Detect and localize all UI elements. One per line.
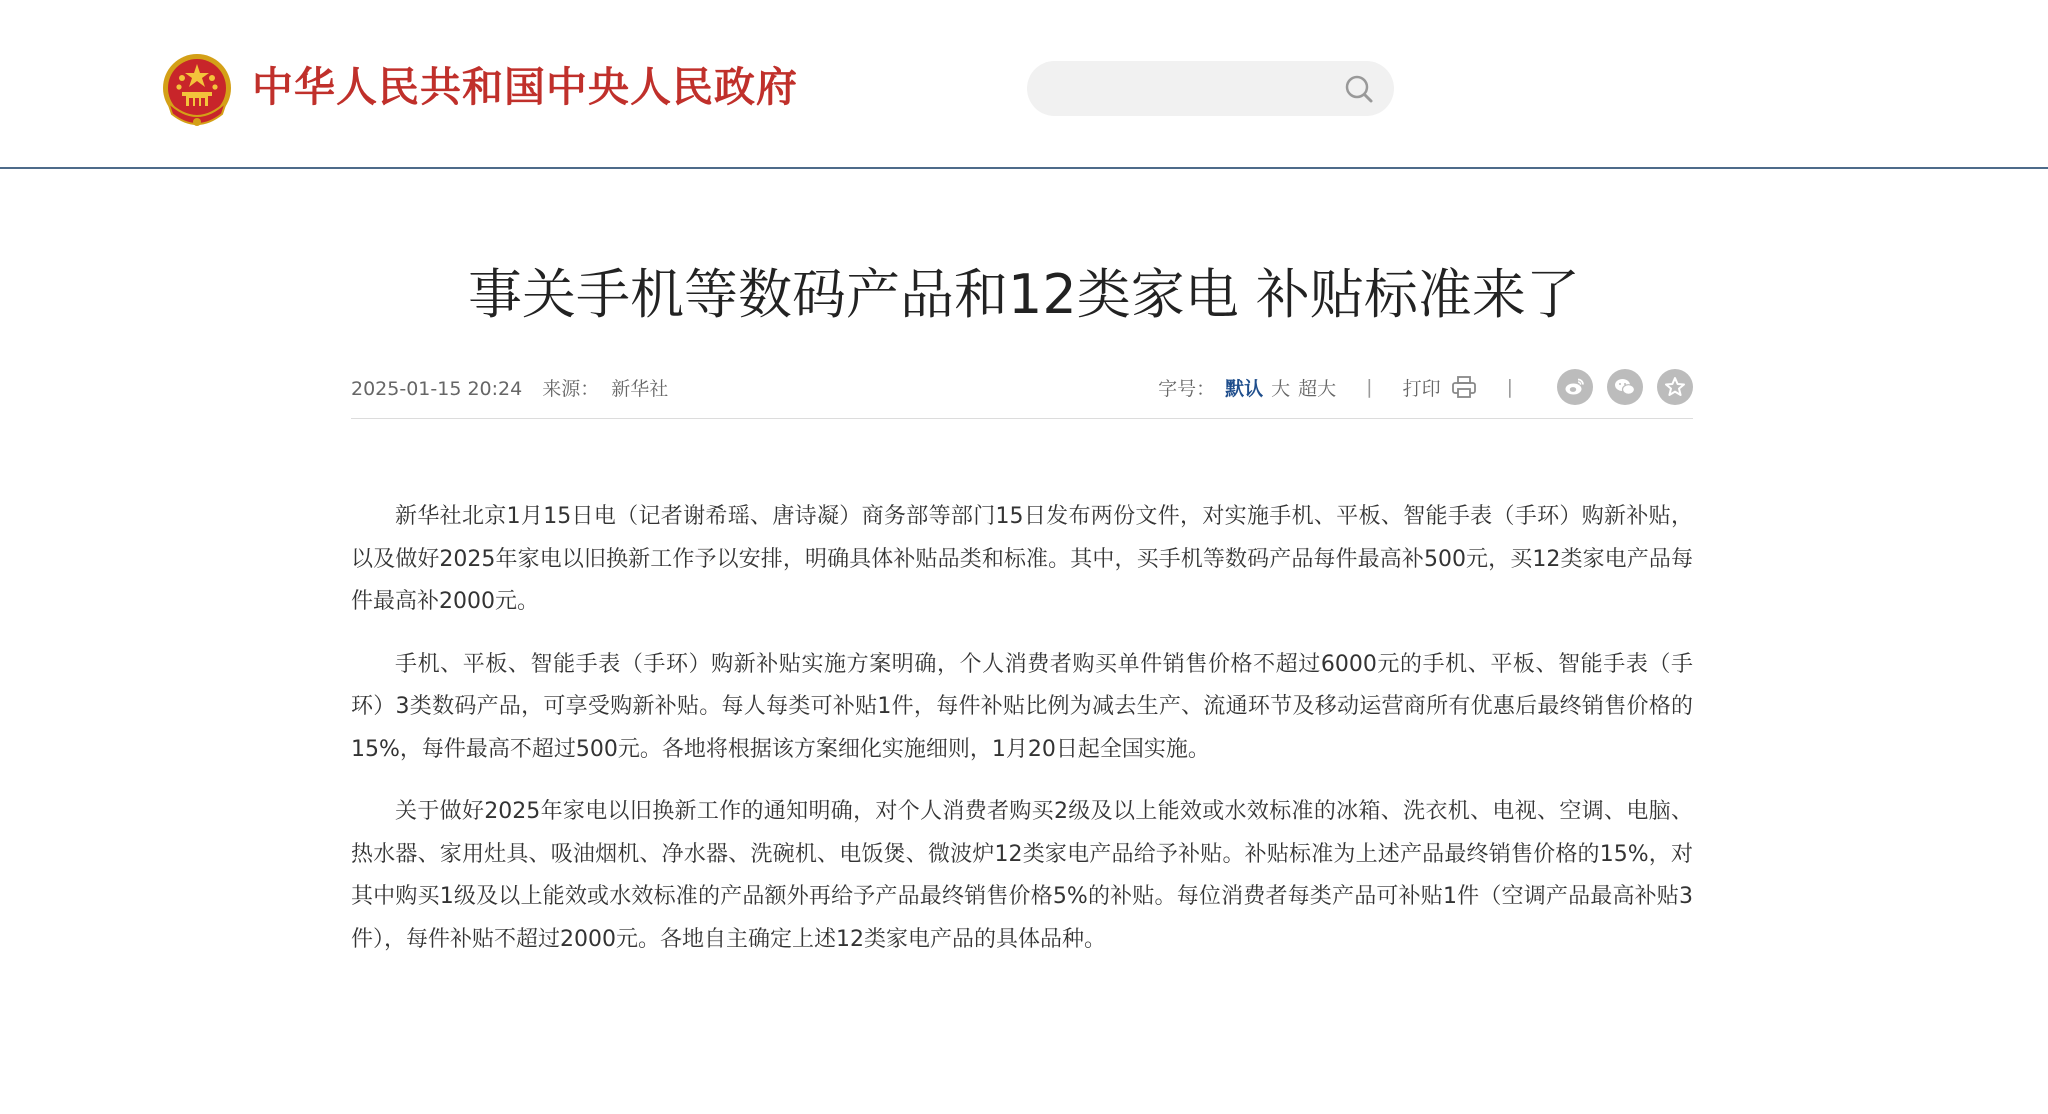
print-label: 打印 bbox=[1402, 377, 1441, 400]
site-header bbox=[0, 0, 2048, 169]
font-size-default-button[interactable]: 默认 bbox=[1225, 377, 1264, 400]
print-button[interactable] bbox=[1403, 374, 1477, 401]
share-weibo-button[interactable] bbox=[1557, 369, 1593, 405]
article-meta-bar bbox=[351, 362, 1693, 419]
article-info bbox=[351, 374, 668, 401]
divider: | bbox=[1506, 376, 1513, 398]
article-paragraph: 关于做好2025年家电以旧换新工作的通知明确，对个人消费者购买2级及以上能效或水效标准的冰箱、洗衣机、电视、空调、电脑、热水器、家用灶具、吸油烟机、净水器、洗碗机、电饭煲、微波炉12类家电产品给予补贴。补贴标准为上述产品最终销售价格的15%，对其中购买1级及以上能效或水效标准的产品额外再给予产品最终销售价格5%的补贴。每位消费者每类产品可补贴1件（空调产品最高补贴3件），每件补贴不超过2000元。各地自主确定上述12类家电产品的具体品种。 bbox=[351, 799, 1693, 952]
search-icon[interactable] bbox=[1344, 74, 1374, 104]
favorite-icon bbox=[1663, 375, 1687, 399]
font-size-label: 字号： bbox=[1158, 377, 1216, 400]
source-name: 新华社 bbox=[611, 378, 669, 400]
weibo-icon bbox=[1563, 375, 1587, 399]
font-size-xlarge-button[interactable]: 超大 bbox=[1298, 377, 1337, 400]
source-label: 来源： bbox=[542, 378, 600, 400]
national-emblem-icon[interactable] bbox=[160, 52, 234, 132]
wechat-icon bbox=[1613, 375, 1637, 399]
publish-date: 2025-01-15 20:24 bbox=[351, 378, 523, 400]
favorite-button[interactable] bbox=[1657, 369, 1693, 405]
divider: | bbox=[1366, 376, 1373, 398]
article-body bbox=[351, 496, 1693, 981]
article-paragraph: 手机、平板、智能手表（手环）购新补贴实施方案明确，个人消费者购买单件销售价格不超过6000元的手机、平板、智能手表（手环）3类数码产品，可享受购新补贴。每人每类可补贴1件，每件补贴比例为减去生产、流通环节及移动运营商所有优惠后最终销售价格的15%，每件最高不超过500元。各地将根据该方案细化实施细则，1月20日起全国实施。 bbox=[351, 651, 1693, 762]
search-input[interactable] bbox=[1027, 61, 1394, 116]
article-paragraph: 新华社北京1月15日电（记者谢希瑶、唐诗凝）商务部等部门15日发布两份文件，对实施手机、平板、智能手表（手环）购新补贴，以及做好2025年家电以旧换新工作予以安排，明确具体补贴品类和标准。其中，买手机等数码产品每件最高补500元，买12类家电产品每件最高补2000元。 bbox=[351, 504, 1693, 614]
share-wechat-button[interactable] bbox=[1607, 369, 1643, 405]
site-title[interactable]: 中华人民共和国中央人民政府 bbox=[252, 63, 798, 111]
article-tools bbox=[1158, 362, 1693, 412]
article-title: 事关手机等数码产品和12类家电 补贴标准来了 bbox=[468, 263, 1580, 326]
font-size-large-button[interactable]: 大 bbox=[1271, 377, 1291, 400]
printer-icon bbox=[1451, 375, 1477, 399]
